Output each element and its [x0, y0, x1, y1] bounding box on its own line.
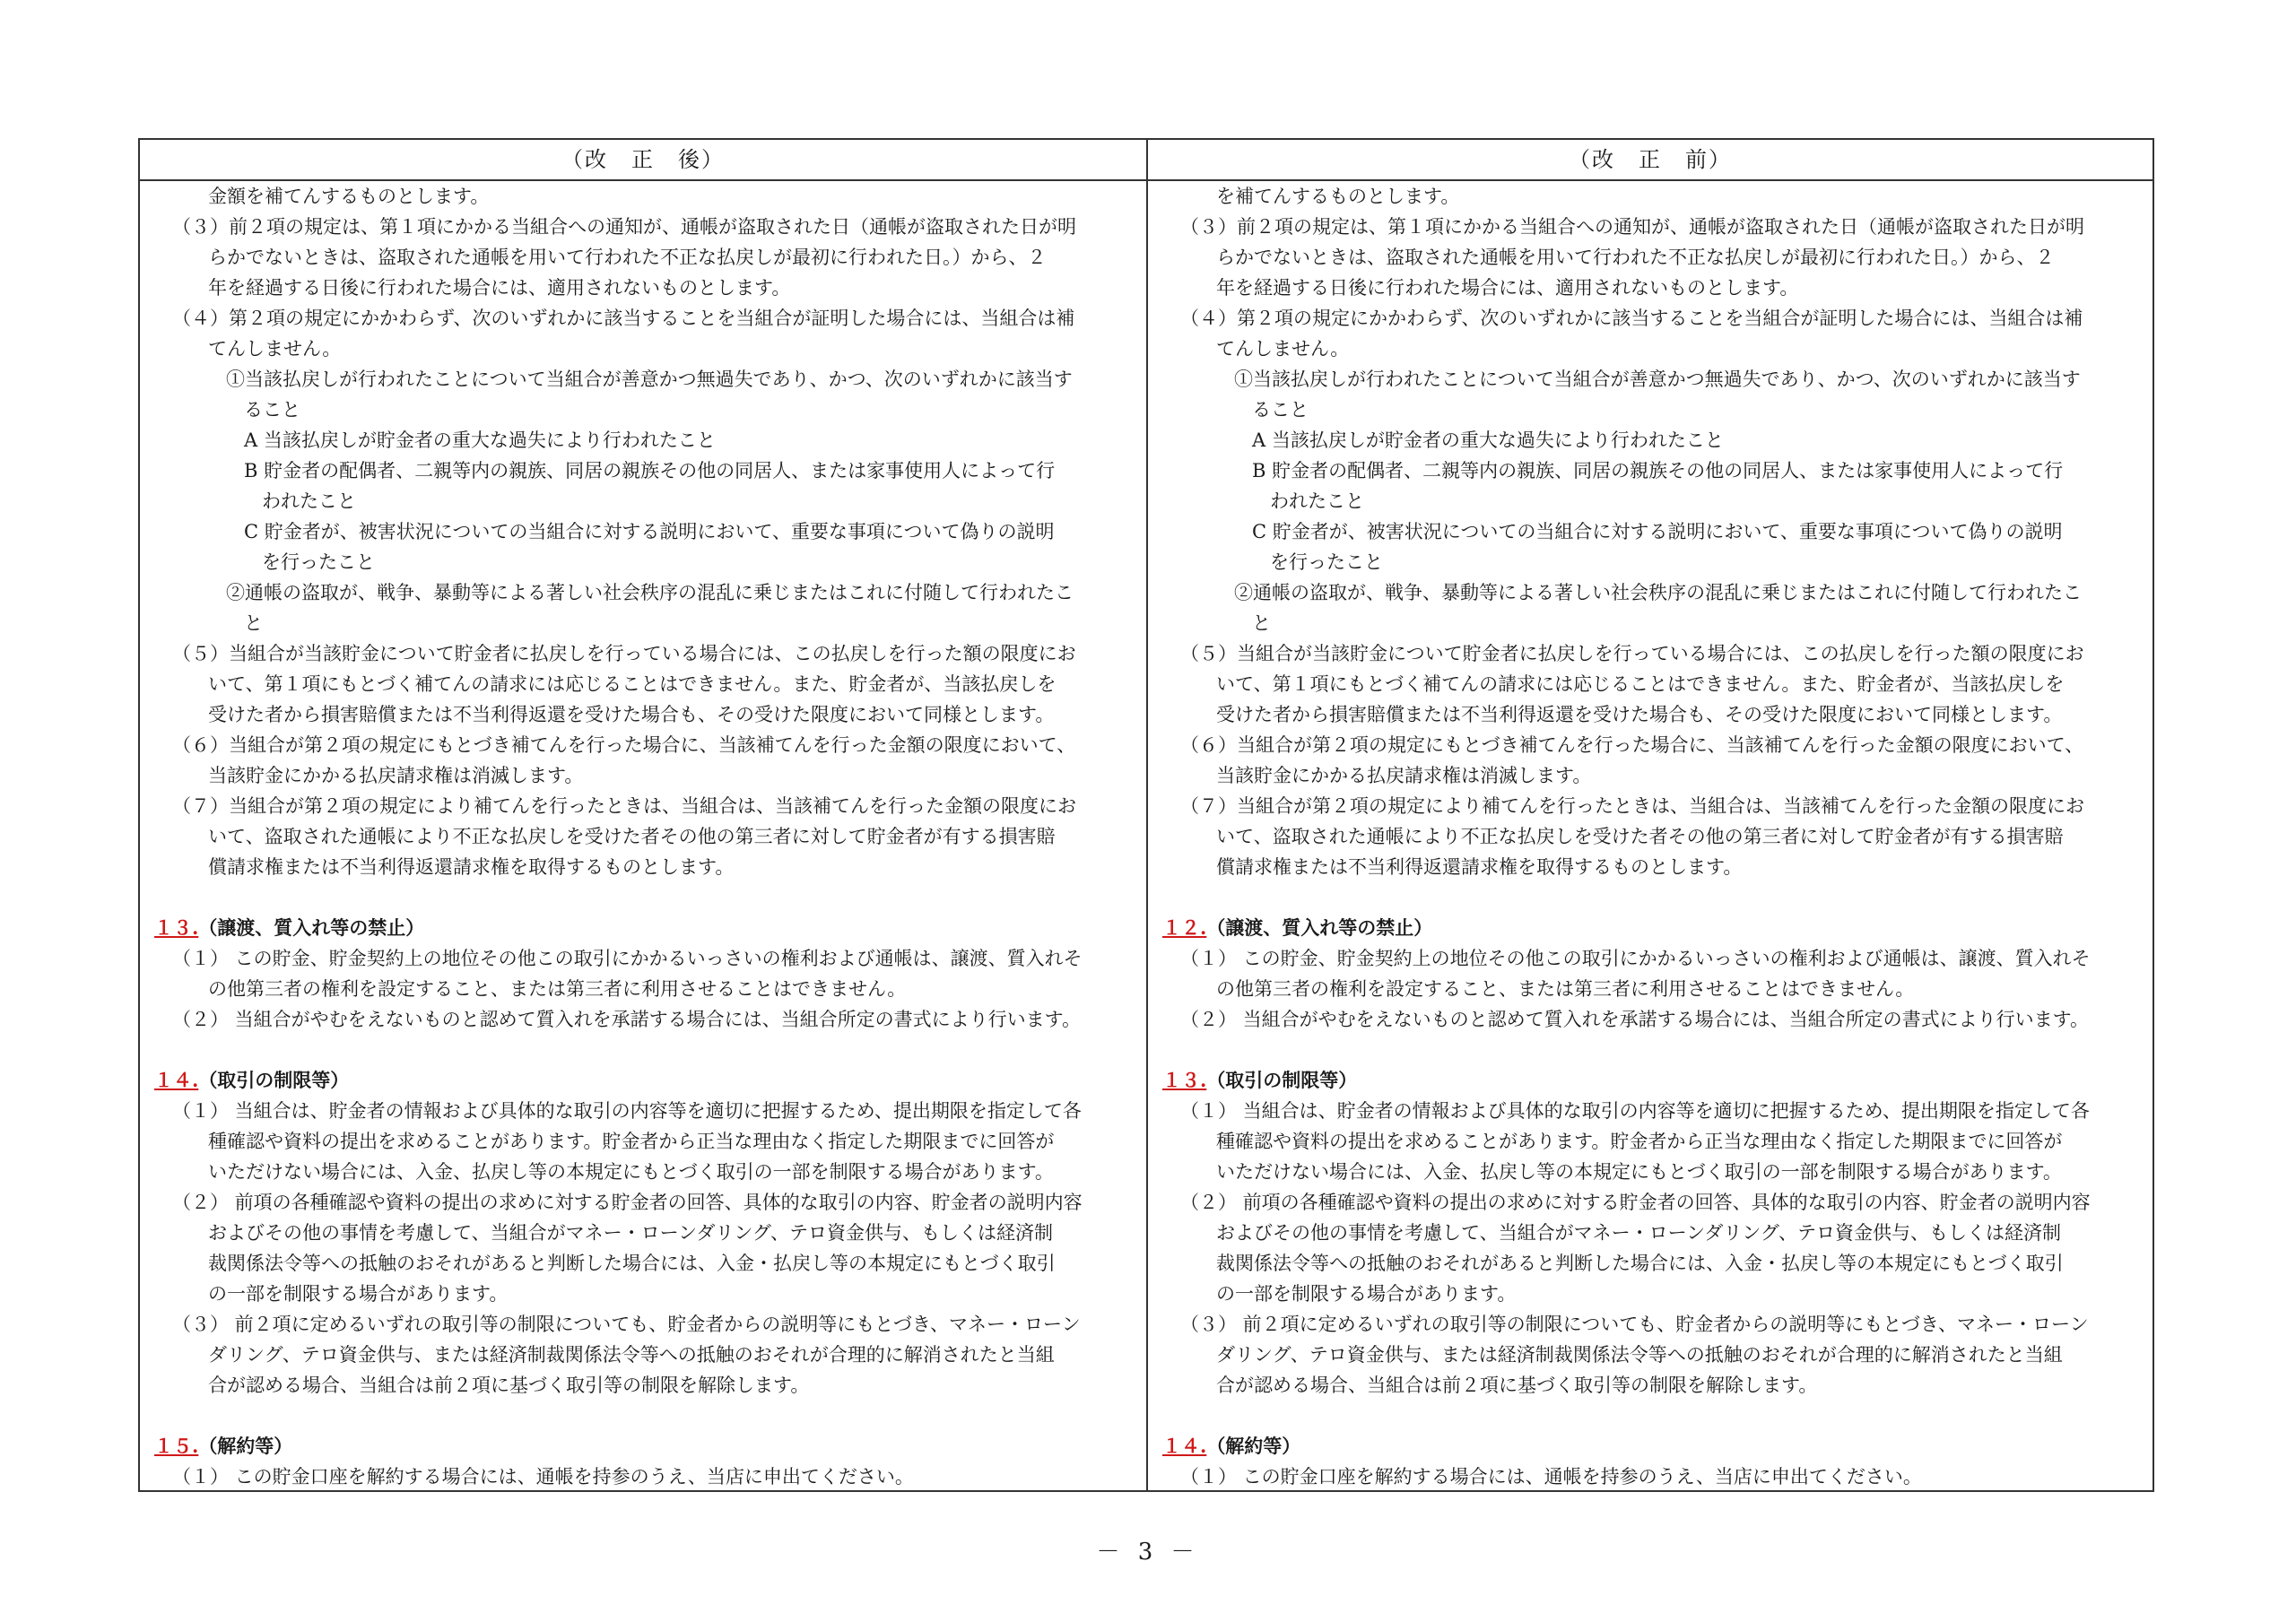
text-line: [1148, 760, 2152, 791]
text-line: [1148, 1157, 2152, 1187]
line-text: ①当該払戻しが行われたことについて当組合が善意かつ無過失であり、かつ、次のいずれかに該当す: [226, 369, 1073, 390]
line-text: （３） 前２項に定めるいずれの取引等の制限についても、貯金者からの説明等にもとづき、マネー・ローン: [172, 1314, 1081, 1335]
line-text: の一部を制限する場合があります。: [1216, 1283, 1517, 1305]
text-line: [140, 486, 1146, 516]
text-line: [140, 242, 1146, 273]
line-text: 金額を補てんするものとします。: [208, 186, 490, 207]
section-number: １４.: [154, 1069, 199, 1091]
text-line: [1148, 1096, 2152, 1126]
text-line: [1148, 395, 2152, 425]
text-line: [1148, 1187, 2152, 1218]
column-before-revision: [1148, 140, 2152, 1490]
line-text: らかでないときは、盗取された通帳を用いて行われた不正な払戻しが最初に行われた日。）から、２: [208, 247, 1047, 268]
line-text: ダリング、テロ資金供与、または経済制裁関係法令等への抵触のおそれが合理的に解消されたと当組: [208, 1344, 1055, 1366]
line-text: （５）当組合が当該貯金について貯金者に払戻しを行っている場合には、この払戻しを行った額の限度にお: [1180, 643, 2084, 664]
line-text: （６）当組合が第２項の規定にもとづき補てんを行った場合に、当該補てんを行った金額の限度において、: [1180, 734, 2084, 756]
text-line: [140, 1340, 1146, 1370]
line-text: ②通帳の盗取が、戦争、暴動等による著しい社会秩序の混乱に乗じまたはこれに付随して行われたこ: [226, 582, 1074, 603]
text-line: [1148, 1370, 2152, 1401]
line-text: およびその他の事情を考慮して、当組合がマネー・ローンダリング、テロ資金供与、もしくは経済制: [208, 1222, 1054, 1244]
text-line: [140, 425, 1146, 455]
text-line: [1148, 1035, 2152, 1065]
line-text: （１） この貯金口座を解約する場合には、通帳を持参のうえ、当店に申出てください。: [1180, 1466, 1922, 1488]
text-line: [140, 852, 1146, 882]
line-text: （２） 前項の各種確認や資料の提出の求めに対する貯金者の回答、具体的な取引の内容、貯金者の説明内容: [172, 1192, 1083, 1213]
line-text: ダリング、テロ資金供与、または経済制裁関係法令等への抵触のおそれが合理的に解消されたと当組: [1216, 1344, 2063, 1366]
line-text: の一部を制限する場合があります。: [208, 1283, 509, 1305]
line-text: と: [244, 612, 263, 634]
text-line: [1148, 699, 2152, 730]
text-line: [1148, 1126, 2152, 1157]
line-text: （３）前２項の規定は、第１項にかかる当組合への通知が、通帳が盗取された日（通帳が盗取された日が明: [1180, 216, 2084, 238]
line-text: と: [1252, 612, 1271, 634]
text-line: [1148, 1218, 2152, 1248]
text-line: [1148, 1248, 2152, 1279]
text-line: [140, 364, 1146, 395]
text-line: [140, 974, 1146, 1004]
line-text: （７）当組合が第２項の規定により補てんを行ったときは、当組合は、当該補てんを行った金額の限度にお: [172, 795, 1076, 817]
line-text: てんしません。: [208, 338, 342, 360]
text-line: [140, 791, 1146, 821]
line-text: 償請求権または不当利得返還請求権を取得するものとします。: [1216, 856, 1743, 878]
column-header-before: （改 正 前）: [1148, 140, 2152, 181]
line-text: （６）当組合が第２項の規定にもとづき補てんを行った場合に、当該補てんを行った金額の限度において、: [172, 734, 1076, 756]
text-line: [1148, 669, 2152, 699]
line-text: 裁関係法令等への抵触のおそれがあると判断した場合には、入金・払戻し等の本規定にもとづく取引: [1216, 1253, 2064, 1274]
text-line: [1148, 181, 2152, 212]
line-text: （取引の制限等）: [1206, 1069, 1358, 1091]
text-line: [1148, 334, 2152, 364]
line-text: ること: [244, 399, 300, 421]
line-text: （解約等）: [198, 1435, 293, 1457]
line-text: （２） 当組合がやむをえないものと認めて質入れを承諾する場合には、当組合所定の書式により行います。: [172, 1009, 1081, 1030]
line-text: （７）当組合が第２項の規定により補てんを行ったときは、当組合は、当該補てんを行った金額の限度にお: [1180, 795, 2084, 817]
line-text: 受けた者から損害賠償または不当利得返還を受けた場合も、その受けた限度において同様とします。: [1216, 704, 2063, 725]
text-line: [140, 1279, 1146, 1309]
line-text: ①当該払戻しが行われたことについて当組合が善意かつ無過失であり、かつ、次のいずれかに該当す: [1234, 369, 2081, 390]
section-heading: [140, 1065, 1146, 1096]
text-line: [1148, 273, 2152, 303]
line-text: 当該貯金にかかる払戻請求権は消滅します。: [1216, 765, 1592, 786]
line-text: （１） 当組合は、貯金者の情報および具体的な取引の内容等を適切に把握するため、提出期限を指定して各: [172, 1100, 1082, 1122]
text-line: [1148, 455, 2152, 486]
text-line: [1148, 1309, 2152, 1340]
line-text: いて、盗取された通帳により不正な払戻しを受けた者その他の第三者に対して貯金者が有する損害賠: [1216, 826, 2064, 847]
line-text: （譲渡、質入れ等の禁止）: [198, 916, 425, 939]
line-text: （１） 当組合は、貯金者の情報および具体的な取引の内容等を適切に把握するため、提出期限を指定して各: [1180, 1100, 2090, 1122]
text-line: [140, 212, 1146, 242]
page-number: － 3 －: [1096, 1539, 1200, 1566]
comparison-table: [138, 138, 2154, 1492]
line-text: （１） この貯金、貯金契約上の地位その他この取引にかかるいっさいの権利および通帳は、譲渡、質入れそ: [172, 948, 1083, 969]
text-line: [1148, 943, 2152, 974]
text-line: [1148, 577, 2152, 608]
text-line: [140, 1218, 1146, 1248]
text-line: [140, 547, 1146, 577]
column-after-revision: [140, 140, 1146, 1490]
line-text: いただけない場合には、入金、払戻し等の本規定にもとづく取引の一部を制限する場合があります。: [208, 1161, 1054, 1183]
line-text: いて、第１項にもとづく補てんの請求には応じることはできません。また、貯金者が、当該払戻しを: [208, 673, 1057, 695]
text-line: [140, 638, 1146, 669]
section-heading: [1148, 913, 2152, 943]
line-text: 種確認や資料の提出を求めることがあります。貯金者から正当な理由なく指定した期限までに回答が: [208, 1131, 1055, 1152]
text-line: [1148, 1004, 2152, 1035]
line-text: を行ったこと: [1270, 551, 1383, 573]
line-text: A 当該払戻しが貯金者の重大な過失により行われたこと: [244, 429, 716, 451]
line-text: （５）当組合が当該貯金について貯金者に払戻しを行っている場合には、この払戻しを行った額の限度にお: [172, 643, 1076, 664]
text-line: [1148, 882, 2152, 913]
line-text: を補てんするものとします。: [1216, 186, 1460, 207]
line-text: ること: [1252, 399, 1309, 421]
text-line: [140, 821, 1146, 852]
text-line: [140, 699, 1146, 730]
section-number: １２.: [1162, 916, 1207, 939]
text-line: [140, 273, 1146, 303]
line-text: （３）前２項の規定は、第１項にかかる当組合への通知が、通帳が盗取された日（通帳が盗取された日が明: [172, 216, 1076, 238]
text-line: [1148, 364, 2152, 395]
section-heading: [1148, 1065, 2152, 1096]
section-heading: [1148, 1431, 2152, 1462]
line-text: われたこと: [262, 490, 356, 512]
line-text: （解約等）: [1206, 1435, 1301, 1457]
text-line: [140, 1035, 1146, 1065]
text-line: [140, 303, 1146, 334]
line-text: てんしません。: [1216, 338, 1350, 360]
text-line: [1148, 638, 2152, 669]
column-header-after: （改 正 後）: [140, 140, 1146, 181]
text-line: [1148, 547, 2152, 577]
text-line: [1148, 1340, 2152, 1370]
text-line: [140, 1309, 1146, 1340]
line-text: （３） 前２項に定めるいずれの取引等の制限についても、貯金者からの説明等にもとづき、マネー・ローン: [1180, 1314, 2089, 1335]
line-text: （譲渡、質入れ等の禁止）: [1206, 916, 1433, 939]
text-line: [140, 943, 1146, 974]
text-line: [140, 1157, 1146, 1187]
text-line: [140, 1126, 1146, 1157]
line-text: B 貯金者の配偶者、二親等内の親族、同居の親族その他の同居人、または家事使用人によって行: [1252, 460, 2064, 481]
text-line: [140, 1370, 1146, 1401]
text-line: [1148, 486, 2152, 516]
line-text: A 当該払戻しが貯金者の重大な過失により行われたこと: [1252, 429, 1724, 451]
line-text: C 貯金者が、被害状況についての当組合に対する説明において、重要な事項について偽りの説明: [1252, 521, 2063, 542]
text-line: [140, 516, 1146, 547]
line-text: の他第三者の権利を設定すること、または第三者に利用させることはできません。: [1216, 978, 1915, 1000]
line-text: を行ったこと: [262, 551, 375, 573]
text-line: [1148, 242, 2152, 273]
line-text: （１） この貯金、貯金契約上の地位その他この取引にかかるいっさいの権利および通帳は、譲渡、質入れそ: [1180, 948, 2091, 969]
text-line: [1148, 974, 2152, 1004]
line-text: の他第三者の権利を設定すること、または第三者に利用させることはできません。: [208, 978, 907, 1000]
text-line: [140, 181, 1146, 212]
line-text: （４）第２項の規定にかかわらず、次のいずれかに該当することを当組合が証明した場合には、当組合は補: [172, 308, 1075, 329]
text-line: [1148, 852, 2152, 882]
line-text: いて、盗取された通帳により不正な払戻しを受けた者その他の第三者に対して貯金者が有する損害賠: [208, 826, 1056, 847]
line-text: （１） この貯金口座を解約する場合には、通帳を持参のうえ、当店に申出てください。: [172, 1466, 914, 1488]
text-line: [140, 577, 1146, 608]
text-line: [1148, 516, 2152, 547]
text-line: [140, 1248, 1146, 1279]
text-line: [140, 1401, 1146, 1431]
line-text: （２） 当組合がやむをえないものと認めて質入れを承諾する場合には、当組合所定の書式により行います。: [1180, 1009, 2089, 1030]
line-text: いて、第１項にもとづく補てんの請求には応じることはできません。また、貯金者が、当該払戻しを: [1216, 673, 2065, 695]
text-line: [140, 395, 1146, 425]
text-line: [1148, 791, 2152, 821]
text-line: [1148, 1462, 2152, 1492]
section-number: １４.: [1162, 1435, 1207, 1457]
text-line: [140, 334, 1146, 364]
line-text: 年を経過する日後に行われた場合には、適用されないものとします。: [1216, 277, 1799, 299]
text-line: [1148, 730, 2152, 760]
section-number: １３.: [154, 916, 199, 939]
text-line: [140, 608, 1146, 638]
line-text: （４）第２項の規定にかかわらず、次のいずれかに該当することを当組合が証明した場合には、当組合は補: [1180, 308, 2083, 329]
text-line: [1148, 821, 2152, 852]
section-heading: [140, 913, 1146, 943]
line-text: およびその他の事情を考慮して、当組合がマネー・ローンダリング、テロ資金供与、もしくは経済制: [1216, 1222, 2062, 1244]
line-text: B 貯金者の配偶者、二親等内の親族、同居の親族その他の同居人、または家事使用人によって行: [244, 460, 1056, 481]
text-line: [140, 882, 1146, 913]
text-line: [1148, 1401, 2152, 1431]
line-text: C 貯金者が、被害状況についての当組合に対する説明において、重要な事項について偽りの説明: [244, 521, 1055, 542]
text-line: [1148, 212, 2152, 242]
text-line: [140, 669, 1146, 699]
text-line: [1148, 1279, 2152, 1309]
line-text: 償請求権または不当利得返還請求権を取得するものとします。: [208, 856, 735, 878]
line-text: いただけない場合には、入金、払戻し等の本規定にもとづく取引の一部を制限する場合があります。: [1216, 1161, 2062, 1183]
text-line: [1148, 303, 2152, 334]
text-line: [140, 1004, 1146, 1035]
line-text: （２） 前項の各種確認や資料の提出の求めに対する貯金者の回答、具体的な取引の内容、貯金者の説明内容: [1180, 1192, 2091, 1213]
line-text: ②通帳の盗取が、戦争、暴動等による著しい社会秩序の混乱に乗じまたはこれに付随して行われたこ: [1234, 582, 2082, 603]
line-text: 受けた者から損害賠償または不当利得返還を受けた場合も、その受けた限度において同様とします。: [208, 704, 1055, 725]
line-text: 種確認や資料の提出を求めることがあります。貯金者から正当な理由なく指定した期限までに回答が: [1216, 1131, 2063, 1152]
section-number: １５.: [154, 1435, 199, 1457]
text-line: [1148, 608, 2152, 638]
line-text: （取引の制限等）: [198, 1069, 350, 1091]
section-number: １３.: [1162, 1069, 1207, 1091]
line-text: 年を経過する日後に行われた場合には、適用されないものとします。: [208, 277, 791, 299]
text-line: [140, 455, 1146, 486]
line-text: われたこと: [1270, 490, 1364, 512]
text-line: [140, 1096, 1146, 1126]
text-line: [140, 1462, 1146, 1492]
text-line: [140, 1187, 1146, 1218]
section-heading: [140, 1431, 1146, 1462]
line-text: 当該貯金にかかる払戻請求権は消滅します。: [208, 765, 584, 786]
line-text: 合が認める場合、当組合は前２項に基づく取引等の制限を解除します。: [208, 1375, 810, 1396]
line-text: 裁関係法令等への抵触のおそれがあると判断した場合には、入金・払戻し等の本規定にもとづく取引: [208, 1253, 1056, 1274]
line-text: 合が認める場合、当組合は前２項に基づく取引等の制限を解除します。: [1216, 1375, 1818, 1396]
text-line: [140, 730, 1146, 760]
line-text: らかでないときは、盗取された通帳を用いて行われた不正な払戻しが最初に行われた日。）から、２: [1216, 247, 2055, 268]
text-line: [1148, 425, 2152, 455]
text-line: [140, 760, 1146, 791]
